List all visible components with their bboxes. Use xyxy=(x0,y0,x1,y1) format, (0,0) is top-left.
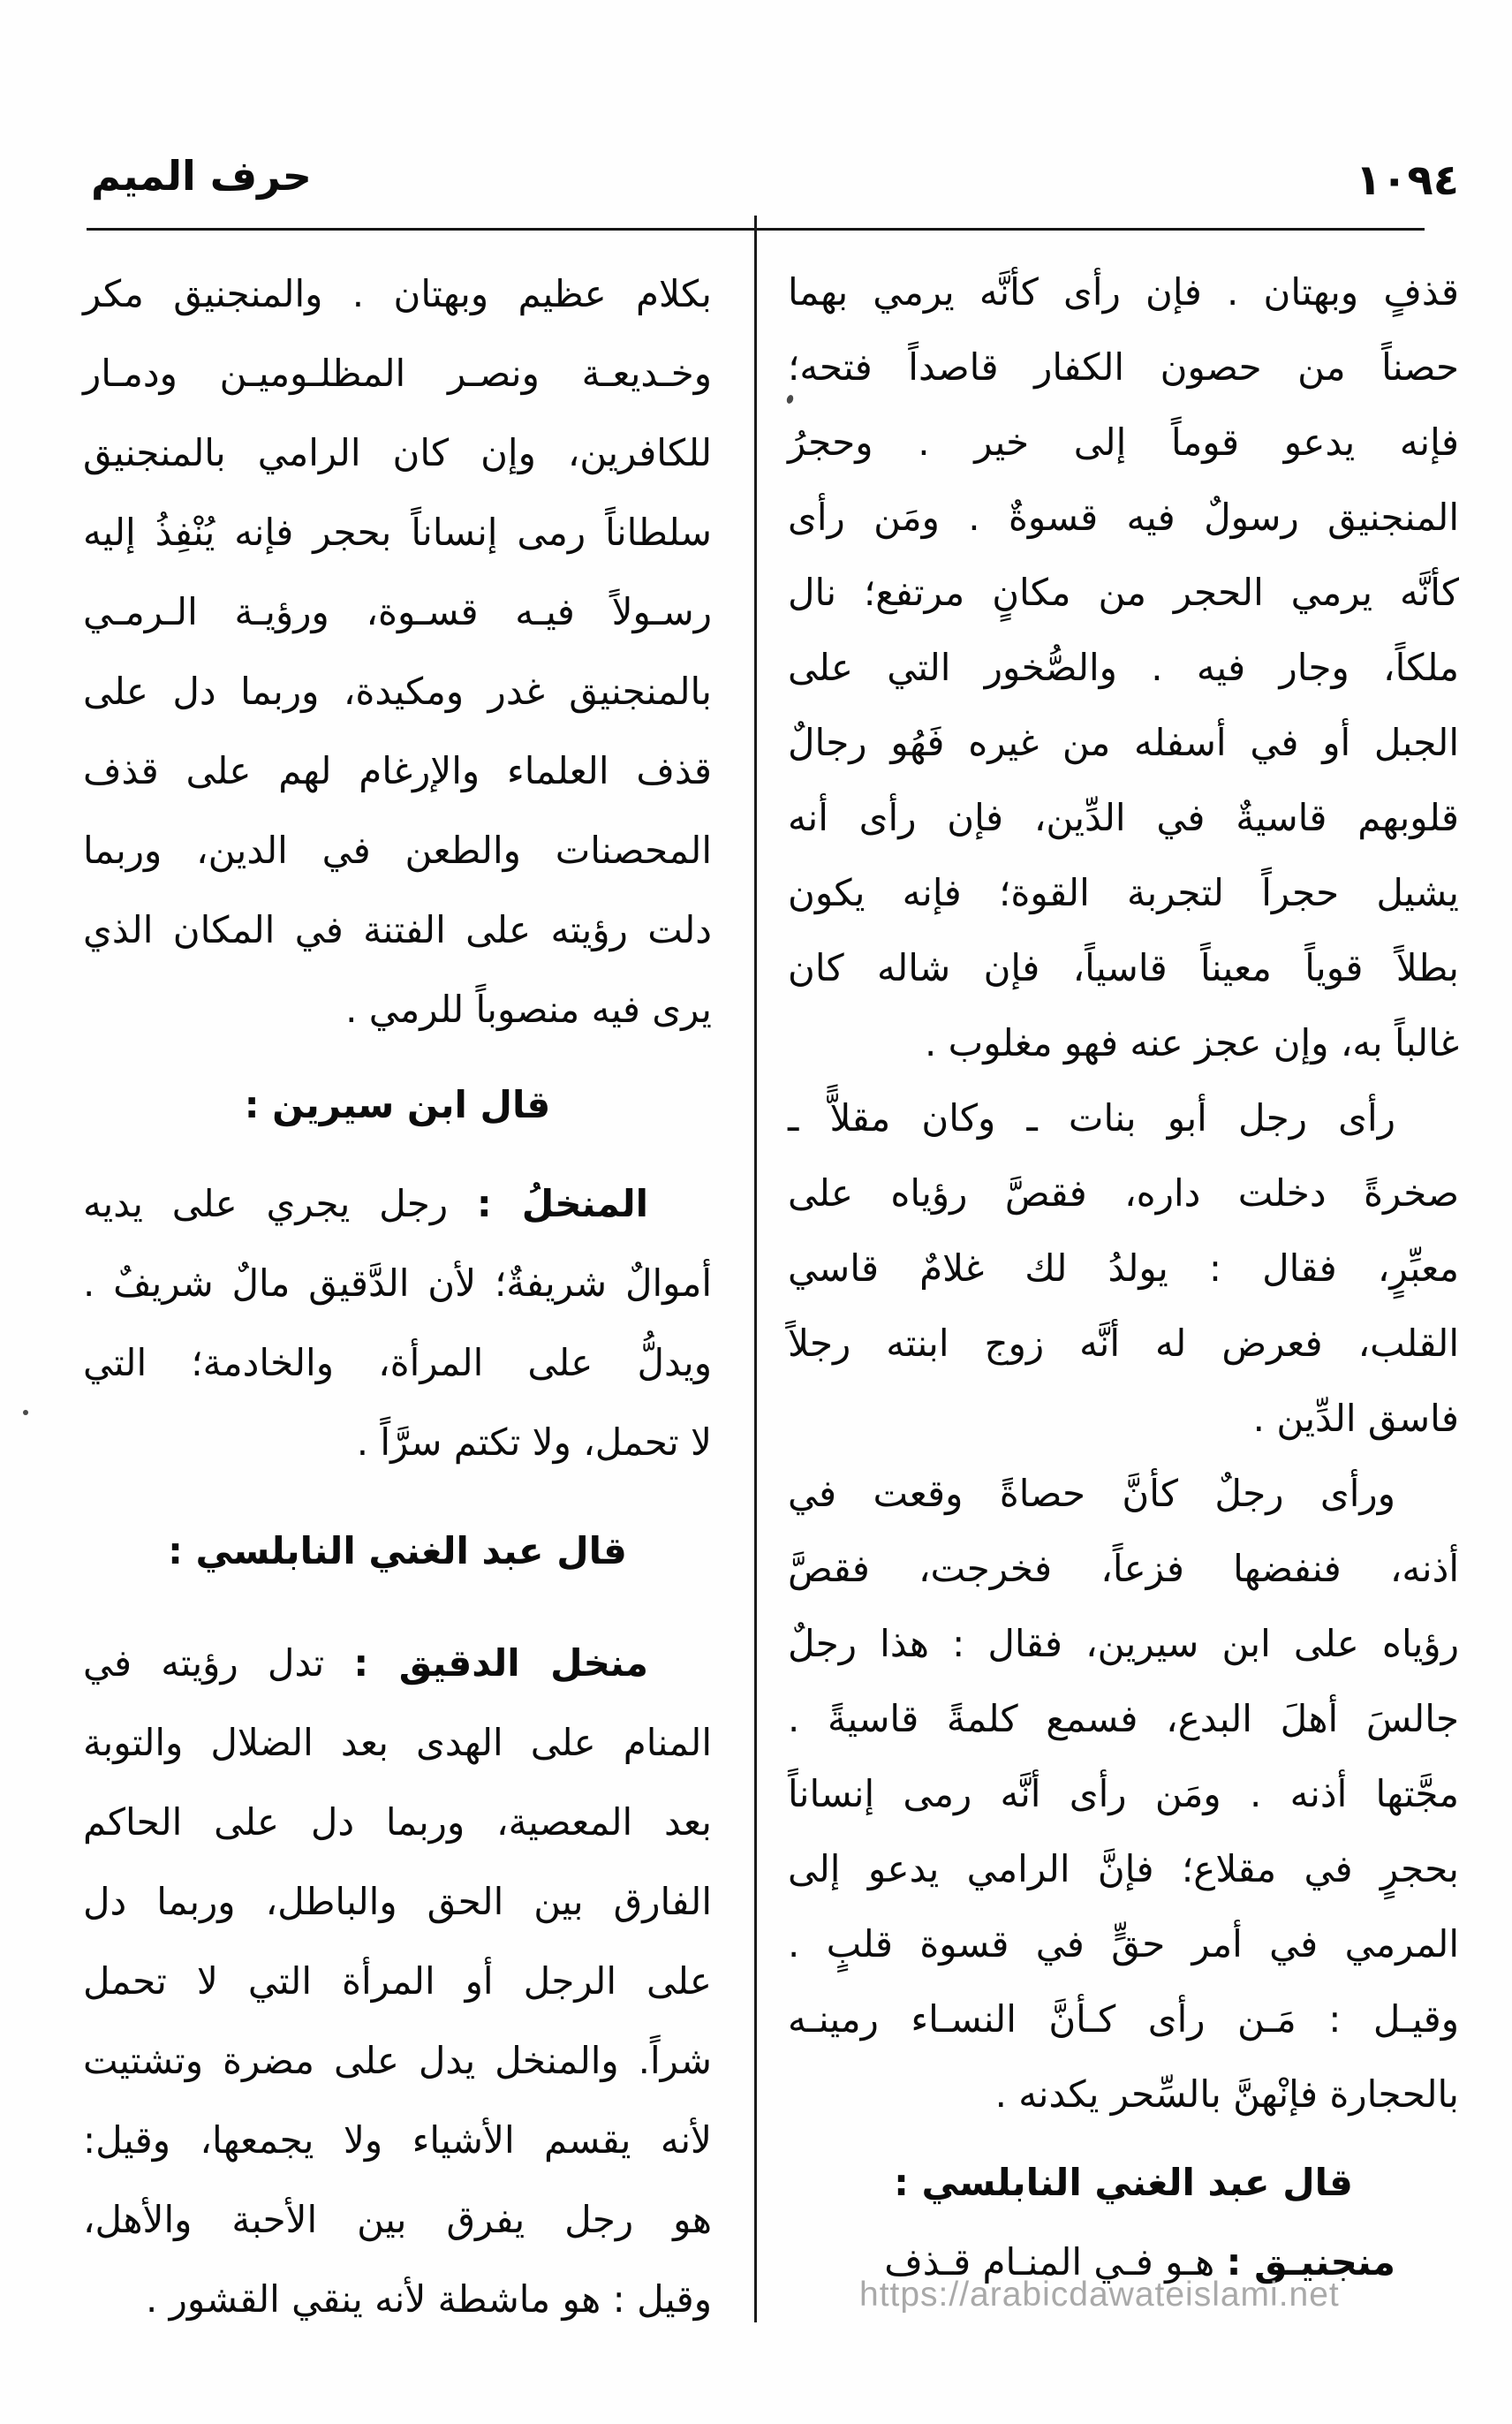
text-line: يشيل حجراً لتجربة القوة؛ فإنه يكون xyxy=(788,871,1459,914)
text-line: فإنه يدعو قوماً إلى خير . وحجرُ xyxy=(788,420,1459,464)
text-line: بالمنجنيق غدر ومكيدة، وربما دل على xyxy=(83,670,712,713)
section-heading-nabulsi: قال عبد الغني النابلسي : xyxy=(894,2161,1353,2204)
text-line: غالباً به، وإن عجز عنه فهو مغلوب . xyxy=(924,1021,1459,1064)
text-line: ورأى رجلٌ كأنَّ حصاةً وقعت في xyxy=(788,1472,1395,1515)
page-number: ١٠٩٤ xyxy=(1355,155,1459,205)
text-line: القلب، فعرض له أنَّه زوج ابنته رجلاً xyxy=(788,1322,1459,1365)
text-line: المحصنات والطعن في الدين، وربما xyxy=(83,829,712,872)
text-line: رسـولاً فيـه قسـوة، ورؤيـة الـرمـي xyxy=(83,590,712,633)
text-line: وخـديعـة ونصـر المظلـوميـن ودمـار xyxy=(83,352,712,395)
text-line: لأنه يقسم الأشياء ولا يجمعها، وقيل: xyxy=(83,2118,712,2162)
text-line: أذنه، فنفضها فزعاً، فخرجت، فقصَّ xyxy=(788,1547,1459,1590)
section-heading-nabulsi: قال عبد الغني النابلسي : xyxy=(168,1529,627,1572)
text-line: قلوبهم قاسيةٌ في الدِّين، فإن رأى أنه xyxy=(788,796,1459,839)
text-line: بحجرٍ في مقلاع؛ فإنَّ الرامي يدعو إلى xyxy=(788,1847,1459,1890)
text-line: الفارق بين الحق والباطل، وربما دل xyxy=(83,1880,712,1923)
right-column xyxy=(788,254,1459,2299)
text-line: قذف العلماء والإرغام لهم على قذف xyxy=(83,749,712,792)
text-line: ويدلُّ على المرأة، والخادمة؛ التي xyxy=(83,1341,712,1384)
text-line: صخرةً دخلت داره، فقصَّ رؤياه على xyxy=(788,1171,1459,1215)
text-line: مجَّتها أذنه . ومَن رأى أنَّه رمى إنساناً xyxy=(788,1772,1459,1815)
text-line: لا تحمل، ولا تكتم سرَّاً . xyxy=(356,1420,712,1464)
scan-speck xyxy=(23,1410,28,1415)
text-line: شراً. والمنخل يدل على مضرة وتشتيت xyxy=(83,2039,712,2082)
text-line: فاسق الدِّين . xyxy=(1252,1397,1459,1440)
text-line: دلت رؤيته على الفتنة في المكان الذي xyxy=(83,908,712,951)
text-line: هو رجل يفرق بين الأحبة والأهل، xyxy=(83,2198,712,2241)
entry-line xyxy=(83,1624,712,1703)
text-line: جالسَ أهلَ البدع، فسمع كلمةً قاسيةً . xyxy=(788,1697,1459,1740)
text-line: بكلام عظيم وبهتان . والمنجنيق مكر xyxy=(83,272,712,315)
text-line: رؤياه على ابن سيرين، فقال : هذا رجلٌ xyxy=(788,1622,1459,1665)
text-line: المنام على الهدى بعد الضلال والتوبة xyxy=(83,1721,712,1764)
column-divider xyxy=(754,216,757,2322)
left-column xyxy=(83,254,712,2339)
text-line: بعد المعصية، وربما دل على الحاكم xyxy=(83,1800,712,1844)
entry-text: رجل يجري على يديه xyxy=(83,1182,449,1225)
text-line: أموالٌ شريفةٌ؛ لأن الدَّقيق مالٌ شريفٌ . xyxy=(83,1261,712,1305)
entry-term: المنخلُ : xyxy=(476,1182,648,1225)
text-line: بالحجارة فإنْهنَّ بالسِّحر يكدنه . xyxy=(994,2072,1459,2116)
section-heading-ibn-sirin: قال ابن سيرين : xyxy=(244,1083,551,1126)
text-line: رأى رجل أبو بنات ـ وكان مقلاًّ ـ xyxy=(788,1096,1395,1140)
watermark: https://arabicdawateislami.net xyxy=(859,2276,1340,2314)
text-line: المنجنيق رسولٌ فيه قسوةٌ . ومَن رأى xyxy=(788,496,1459,539)
text-line: وقيل : هو ماشطة لأنه ينقي القشور . xyxy=(145,2277,712,2321)
text-line: سلطاناً رمى إنساناً بحجر فإنه يُنْفِذُ إليه xyxy=(83,511,712,554)
text-line: وقيـل : مَـن رأى كـأنَّ النسـاء رمينـه xyxy=(788,1997,1459,2041)
entry-text: تدل رؤيته في xyxy=(83,1641,325,1685)
entry-line xyxy=(83,1164,712,1244)
text-line: المرمي في أمر حقٍّ في قسوة قلبٍ . xyxy=(788,1922,1459,1966)
text-line: للكافرين، وإن كان الرامي بالمنجنيق xyxy=(83,431,712,474)
text-line: ملكاً، وجار فيه . والصُّخور التي على xyxy=(788,646,1459,689)
text-line: على الرجل أو المرأة التي لا تحمل xyxy=(83,1959,712,2003)
text-line: معبِّرٍ، فقال : يولدُ لك غلامٌ قاسي xyxy=(788,1246,1459,1290)
text-line: حصناً من حصون الكفار قاصداً فتحه؛ xyxy=(788,345,1459,389)
text-line: قذفٍ وبهتان . فإن رأى كأنَّه يرمي بهما xyxy=(788,270,1459,314)
text-line: يرى فيه منصوباً للرمي . xyxy=(345,988,712,1031)
chapter-header: حرف الميم xyxy=(91,152,312,200)
text-line: بطلاً قوياً معيناً قاسياً، فإن شاله كان xyxy=(788,946,1459,989)
text-line: كأنَّه يرمي الحجر من مكانٍ مرتفع؛ نال xyxy=(788,571,1459,614)
entry-text: هـو فـي المنـام قـذف xyxy=(884,2240,1215,2284)
text-line: الجبل أو في أسفله من غيره فَهُو رجالٌ xyxy=(788,721,1459,764)
entry-term: منخل الدقيق : xyxy=(353,1641,649,1685)
entry-term: منجنيـق : xyxy=(1226,2240,1395,2284)
